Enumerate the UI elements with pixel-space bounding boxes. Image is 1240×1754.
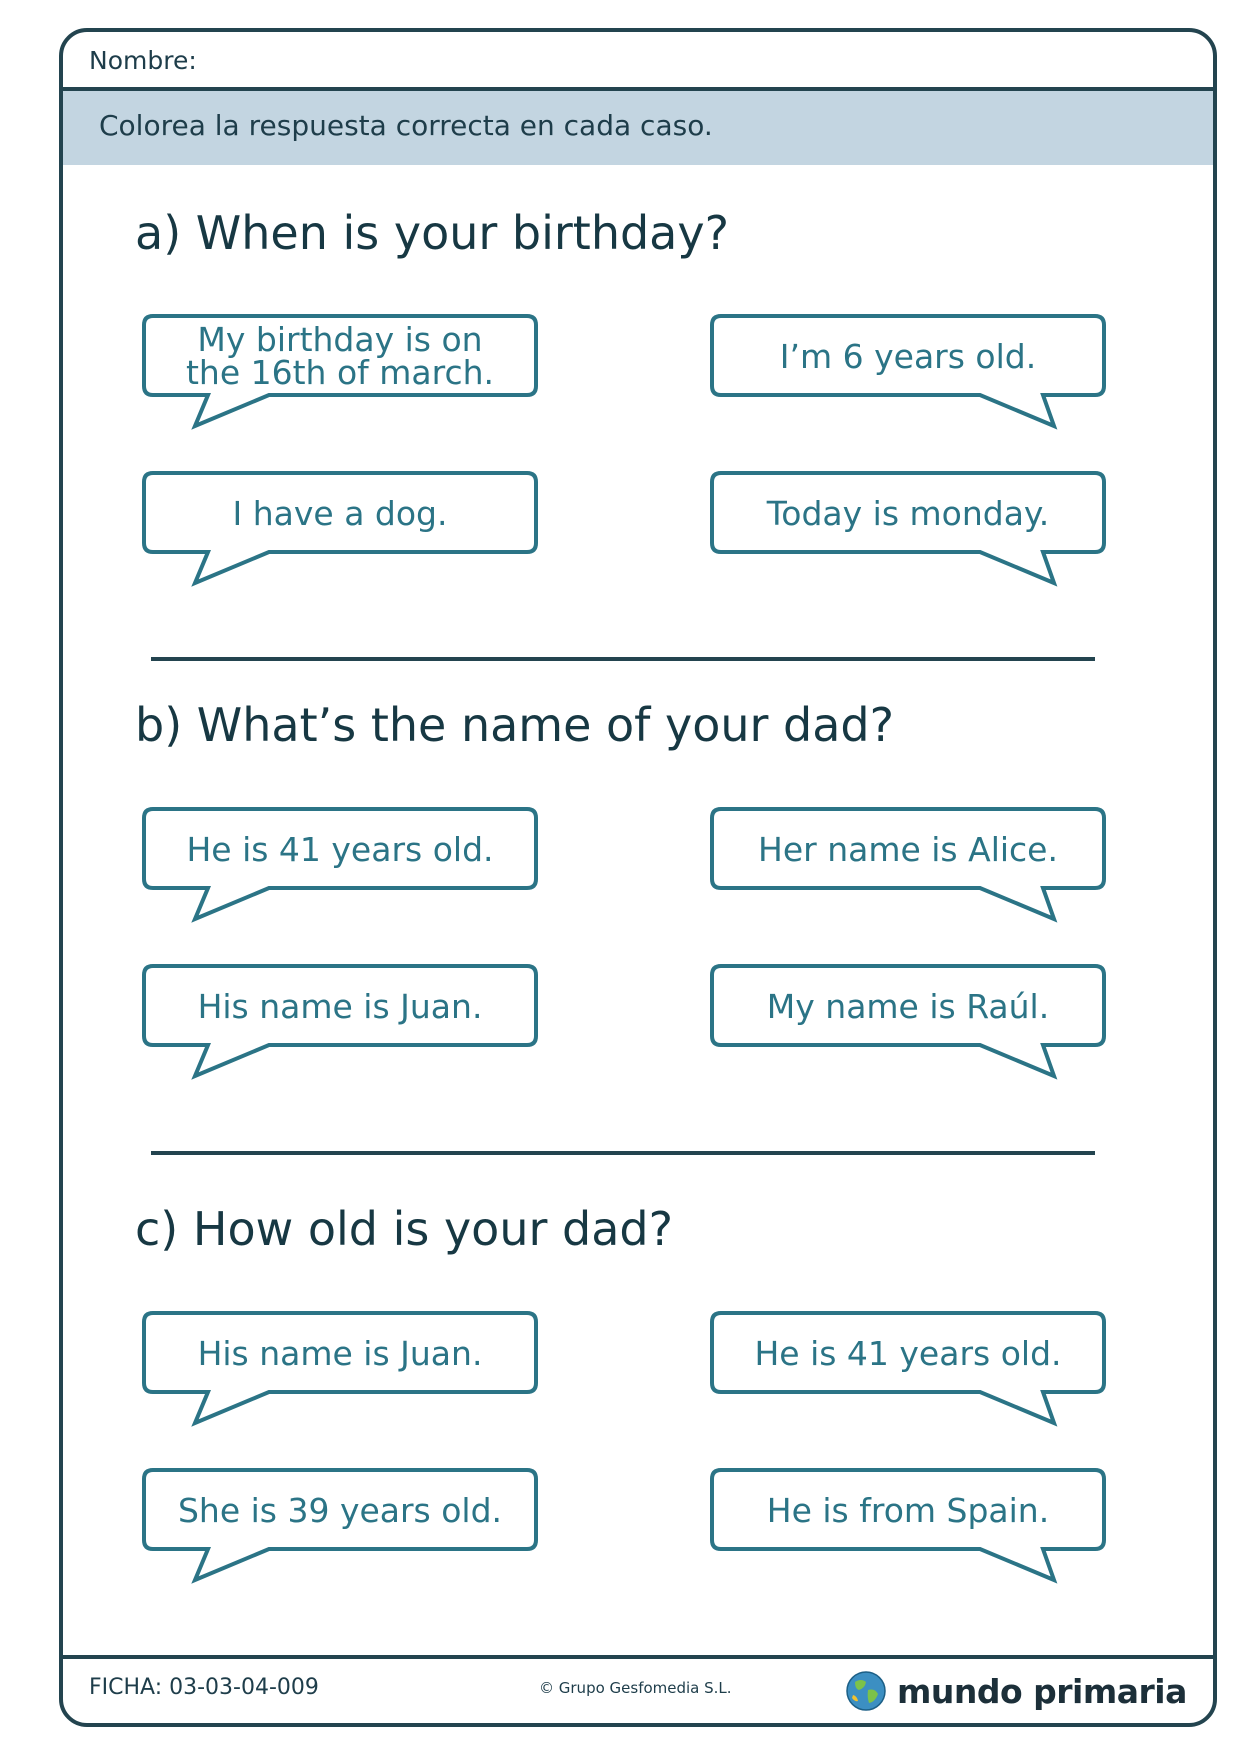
- copyright: © Grupo Gesfomedia S.L.: [539, 1679, 732, 1697]
- answer-bubble-b1[interactable]: [141, 806, 539, 924]
- answer-text: His name is Juan.: [197, 1333, 483, 1373]
- answer-text: He is from Spain.: [766, 1490, 1050, 1530]
- answer-bubble-b4[interactable]: [709, 963, 1107, 1081]
- ficha-code: FICHA: 03-03-04-009: [89, 1675, 319, 1700]
- answer-bubble-c4[interactable]: [709, 1467, 1107, 1585]
- answer-bubble-b2[interactable]: [709, 806, 1107, 924]
- answer-bubble-a4[interactable]: [709, 470, 1107, 588]
- footer: [63, 1655, 1213, 1723]
- answer-bubble-c3[interactable]: [141, 1467, 539, 1585]
- answer-text: He is 41 years old.: [186, 829, 494, 869]
- answer-text: Her name is Alice.: [758, 829, 1058, 869]
- section-divider: [151, 657, 1095, 661]
- answer-text: He is 41 years old.: [754, 1333, 1062, 1373]
- answer-bubble-c2[interactable]: [709, 1310, 1107, 1428]
- answer-bubble-c1[interactable]: [141, 1310, 539, 1428]
- section-divider: [151, 1151, 1095, 1155]
- answer-text: My name is Raúl.: [766, 986, 1050, 1026]
- worksheet: [59, 28, 1217, 1727]
- name-label: Nombre:: [89, 46, 197, 75]
- answer-text: My birthday is on the 16th of march.: [185, 320, 495, 392]
- brand-logo: [845, 1667, 1187, 1715]
- answer-bubble-a1[interactable]: [141, 313, 539, 431]
- answer-bubble-a2[interactable]: [709, 313, 1107, 431]
- answer-bubble-a3[interactable]: [141, 470, 539, 588]
- instruction-banner: [63, 91, 1213, 165]
- answer-text: Today is monday.: [766, 493, 1050, 533]
- name-row: [63, 32, 1213, 91]
- question-c: c) How old is your dad?: [135, 1202, 674, 1256]
- globe-icon: [845, 1670, 887, 1712]
- answer-text: I have a dog.: [232, 493, 448, 533]
- answer-text: She is 39 years old.: [177, 1490, 503, 1530]
- brand-name: mundo primaria: [897, 1671, 1187, 1711]
- question-b: b) What’s the name of your dad?: [135, 698, 895, 752]
- question-a: a) When is your birthday?: [135, 206, 730, 260]
- answer-text: I’m 6 years old.: [779, 336, 1037, 376]
- instruction-text: Colorea la respuesta correcta en cada caso.: [99, 109, 713, 142]
- answer-text: His name is Juan.: [197, 986, 483, 1026]
- answer-bubble-b3[interactable]: [141, 963, 539, 1081]
